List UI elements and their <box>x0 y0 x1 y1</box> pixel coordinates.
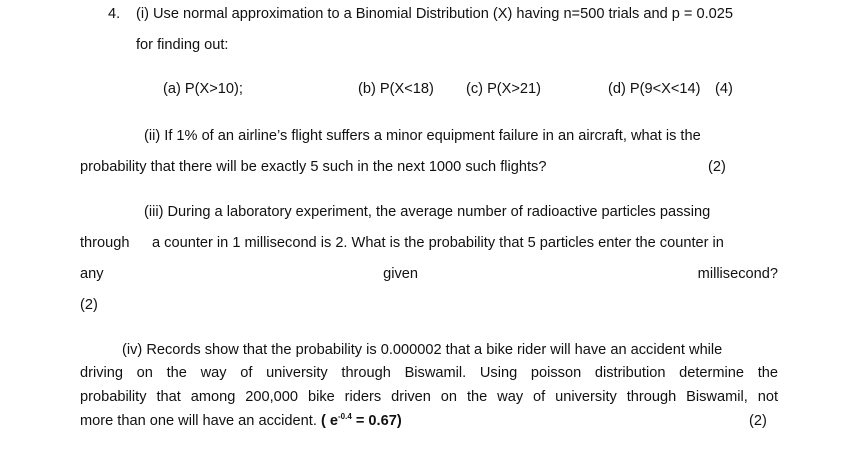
part-iv-marks: (2) <box>749 413 767 429</box>
part-iv-formula <box>321 413 402 429</box>
part-i-line1: (i) Use normal approximation to a Binomial Distribution (X) having n=500 trials and p = 0.025 <box>136 6 734 22</box>
part-iii-line2-start: through <box>80 235 130 251</box>
part-iv-line4-text: more than one will have an accident. <box>80 413 317 429</box>
part-iii-line1: (iii) During a laboratory experiment, the average number of radioactive particles passing <box>144 204 711 220</box>
part-i-a: (a) P(X>10); <box>163 81 243 97</box>
question-number: 4. <box>108 6 121 22</box>
part-iii-line3 <box>80 266 778 282</box>
part-iv-line3: probability that among 200,000 bike riders driven on the way of university through Biswamil, not <box>80 389 778 405</box>
formula-open: ( e <box>320 413 338 429</box>
part-iv-line2: driving on the way of university through Biswamil. Using poisson distribution determine the <box>80 365 778 381</box>
part-i-c: (c) P(X>21) <box>466 81 542 97</box>
part-i-marks: (4) <box>715 81 733 97</box>
part-ii-line1: (ii) If 1% of an airline’s flight suffers a minor equipment failure in an aircraft, what is the <box>144 128 701 144</box>
part-i-d: (d) P(9<X<14) <box>608 81 701 97</box>
part-iv-line1: (iv) Records show that the probability is 0.000002 that a bike rider will have an accident while <box>122 342 723 358</box>
part-iii-marks: (2) <box>80 297 98 313</box>
formula-exponent: -0.4 <box>337 412 352 421</box>
formula-close: = 0.67) <box>351 413 402 429</box>
part-iii-word-any: any <box>80 266 104 282</box>
part-ii-marks: (2) <box>708 159 726 175</box>
part-iii-word-given: given <box>383 266 419 282</box>
part-iii-line2-rest: a counter in 1 millisecond is 2. What is the probability that 5 particles enter the counter in <box>152 235 724 251</box>
part-ii-line2: probability that there will be exactly 5 such in the next 1000 such flights? <box>80 159 547 175</box>
part-iii-word-millisecond: millisecond? <box>697 266 778 282</box>
part-i-line2: for finding out: <box>136 37 229 53</box>
part-iv-line4 <box>80 413 402 429</box>
part-i-b: (b) P(X<18) <box>358 81 434 97</box>
